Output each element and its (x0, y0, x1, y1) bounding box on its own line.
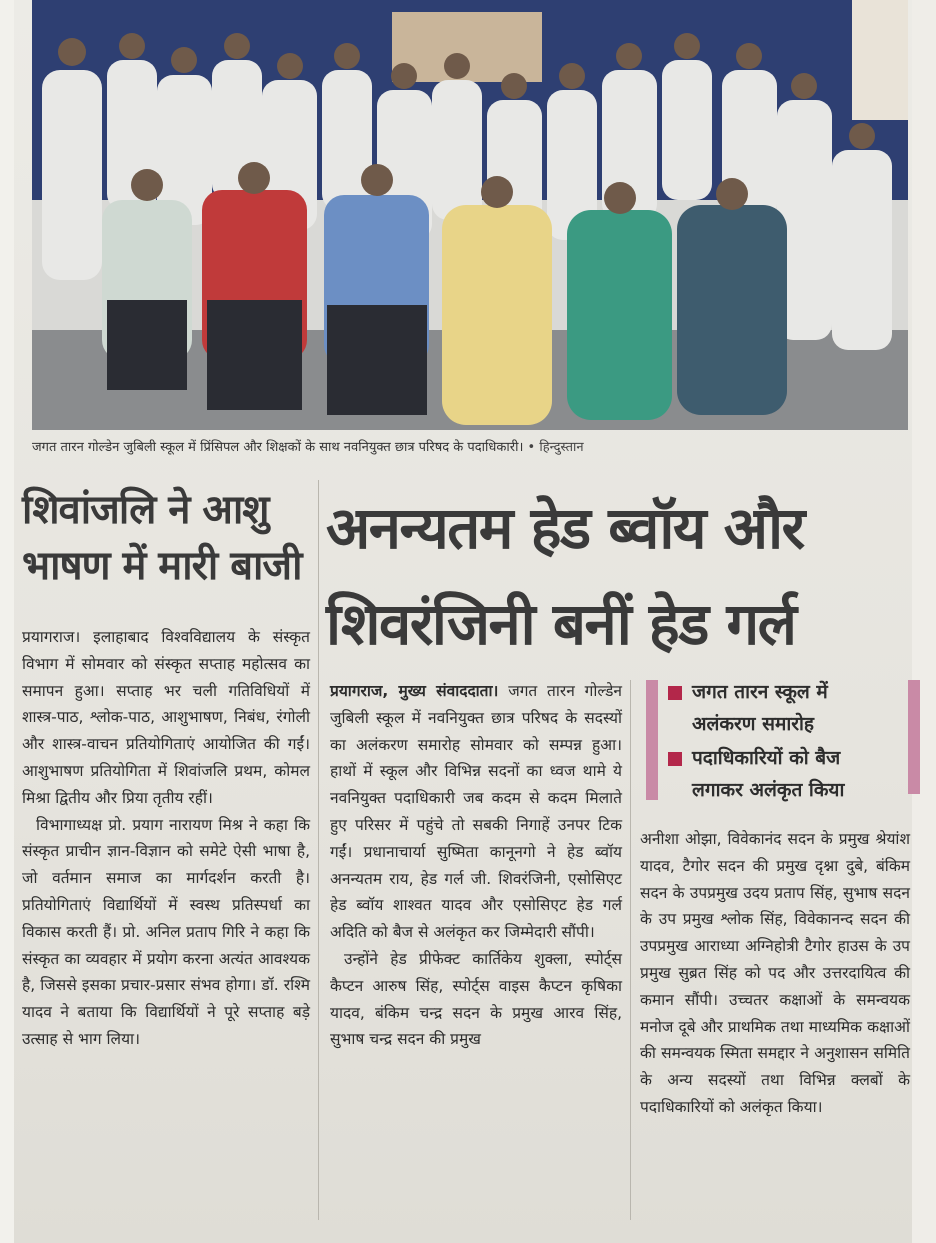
left-story-body (22, 624, 310, 1053)
highlight-bar-left (646, 680, 658, 800)
left-story-para-2: विभागाध्यक्ष प्रो. प्रयाग नारायण मिश्र ने कहा कि संस्कृत प्राचीन ज्ञान-विज्ञान को समेटे ऐसी भाषा है, जो वर्तमान समाज का मार्गदर्शन करती है। प्रतियोगिताएं विद्यार्थियों में स्वस्थ प्रतिस्पर्धा का विकास करती हैं। प्रो. अनिल प्रताप गिरि ने कहा कि संस्कृत का व्यवहार में प्रयोग करना अत्यंत आवश्यक है, जिससे इसका प्रचार-प्रसार संभव होगा। डॉ. रश्मि यादव ने बताया कि विद्यार्थियों ने पूरे सप्ताह बड़े उत्साह से भाग लिया। (22, 815, 310, 1048)
main-headline-line-1: अनन्यतम हेड ब्वॉय और (326, 494, 804, 562)
left-headline-line-1: शिवांजलि ने आशु (22, 487, 269, 533)
main-story-headline (326, 480, 906, 672)
column-divider (318, 480, 319, 1220)
main-story-para-3: अनीशा ओझा, विवेकानंद सदन के प्रमुख श्रेयांश यादव, टैगोर सदन की प्रमुख दृश्ना दुबे, बंकिम सदन के उपप्रमुख उदय प्रताप सिंह, सुभाष सदन के उप प्रमुख श्लोक सिंह, विवेकानन्द सदन की उपप्रमुख आराध्या अग्निहोत्री टैगोर हाउस के उप प्रमुख सुब्रत सिंह को पद और उत्तरदायित्व की कमान सौंपी। उच्चतर कक्षाओं के समन्वयक मनोज दूबे और प्राथमिक तथा माध्यमिक कक्षाओं की समन्वयक स्मिता समद्दार ने अनुशासन समिति के अन्य सदस्यों तथा विभिन्न क्लबों के पदाधिकारियों को अलंकृत किया। (640, 830, 910, 1116)
dateline: प्रयागराज, मुख्य संवाददाता। (330, 682, 499, 700)
caption-text: जगत तारन गोल्डेन जुबिली स्कूल में प्रिंसिपल और शिक्षकों के साथ नवनियुक्त छात्र परिषद के पदाधिकारी। (32, 440, 524, 455)
highlights-box (646, 676, 920, 816)
highlight-item-2 (668, 742, 840, 774)
main-story-para-1 (330, 678, 622, 946)
column-divider (630, 680, 631, 1220)
left-story-headline (22, 482, 312, 594)
main-story-column-2 (640, 826, 910, 1121)
highlight-1-line-2: अलंकरण समारोह (692, 713, 815, 735)
highlight-2-line-2: लगाकर अलंकृत किया (692, 779, 845, 801)
highlight-1-line-1: जगत तारन स्कूल में (692, 681, 828, 703)
highlight-2-line-1: पदाधिकारियों को बैज (692, 747, 841, 769)
photo-credit: • हिन्दुस्तान (527, 440, 584, 455)
main-story-para-2: उन्होंने हेड प्रीफेक्ट कार्तिकेय शुक्ला, स्पोर्ट्स कैप्टन आरुष सिंह, स्पोर्ट्स वाइस कैप्टन कृषिका यादव, बंकिम चन्द्र सदन के प्रमुख आरव सिंह, सुभाष चन्द्र सदन की प्रमुख (330, 949, 622, 1049)
left-story-para-1: प्रयागराज। इलाहाबाद विश्वविद्यालय के संस्कृत विभाग में सोमवार को संस्कृत सप्ताह महोत्सव का समापन हुआ। सप्ताह भर चली गतिविधियों में शास्त्र-पाठ, श्लोक-पाठ, आशुभाषण, निबंध, रंगोली और शास्त्र-वाचन प्रतियोगिताएं आयोजित की गईं। आशुभाषण प्रतियोगिता में शिवांजलि प्रथम, कोमल मिश्रा द्वितीय और प्रिया तृतीय रहीं। (22, 628, 310, 807)
main-story-column-1 (330, 678, 622, 1053)
square-bullet-icon (668, 686, 682, 700)
page-edge-left (0, 0, 14, 1243)
main-para-1-text: जगत तारन गोल्डेन जुबिली स्कूल में नवनियुक्त छात्र परिषद के सदस्यों का अलंकरण समारोह सोमवार को सम्पन्न हुआ। हाथों में स्कूल और विभिन्न सदनों का ध्वज थामे ये नवनियुक्त पदाधिकारी जब कदम से कदम मिलाते हुए परिसर में पहुंचे तो सबकी निगाहें उनपर टिक गईं। प्रधानाचार्या सुष्मिता कानूनगो ने हेड ब्वॉय अनन्यतम राय, हेड गर्ल जी. शिवरंजिनी, एसोसिएट हेड ब्वॉय शाश्वत यादव और एसोसिएट हेड गर्ल अदिति को बैज से अलंकृत कर जिम्मेदारी सौंपी। (330, 682, 622, 942)
highlight-item-1 (668, 676, 828, 708)
main-headline-line-2: शिवरंजिनी बनीं हेड गर्ल (326, 590, 796, 658)
highlight-bar-right (908, 680, 920, 794)
page-edge-right (912, 0, 936, 1243)
square-bullet-icon (668, 752, 682, 766)
group-photo (32, 0, 908, 430)
left-headline-line-2: भाषण में मारी बाजी (22, 543, 302, 589)
photo-caption (32, 436, 908, 460)
